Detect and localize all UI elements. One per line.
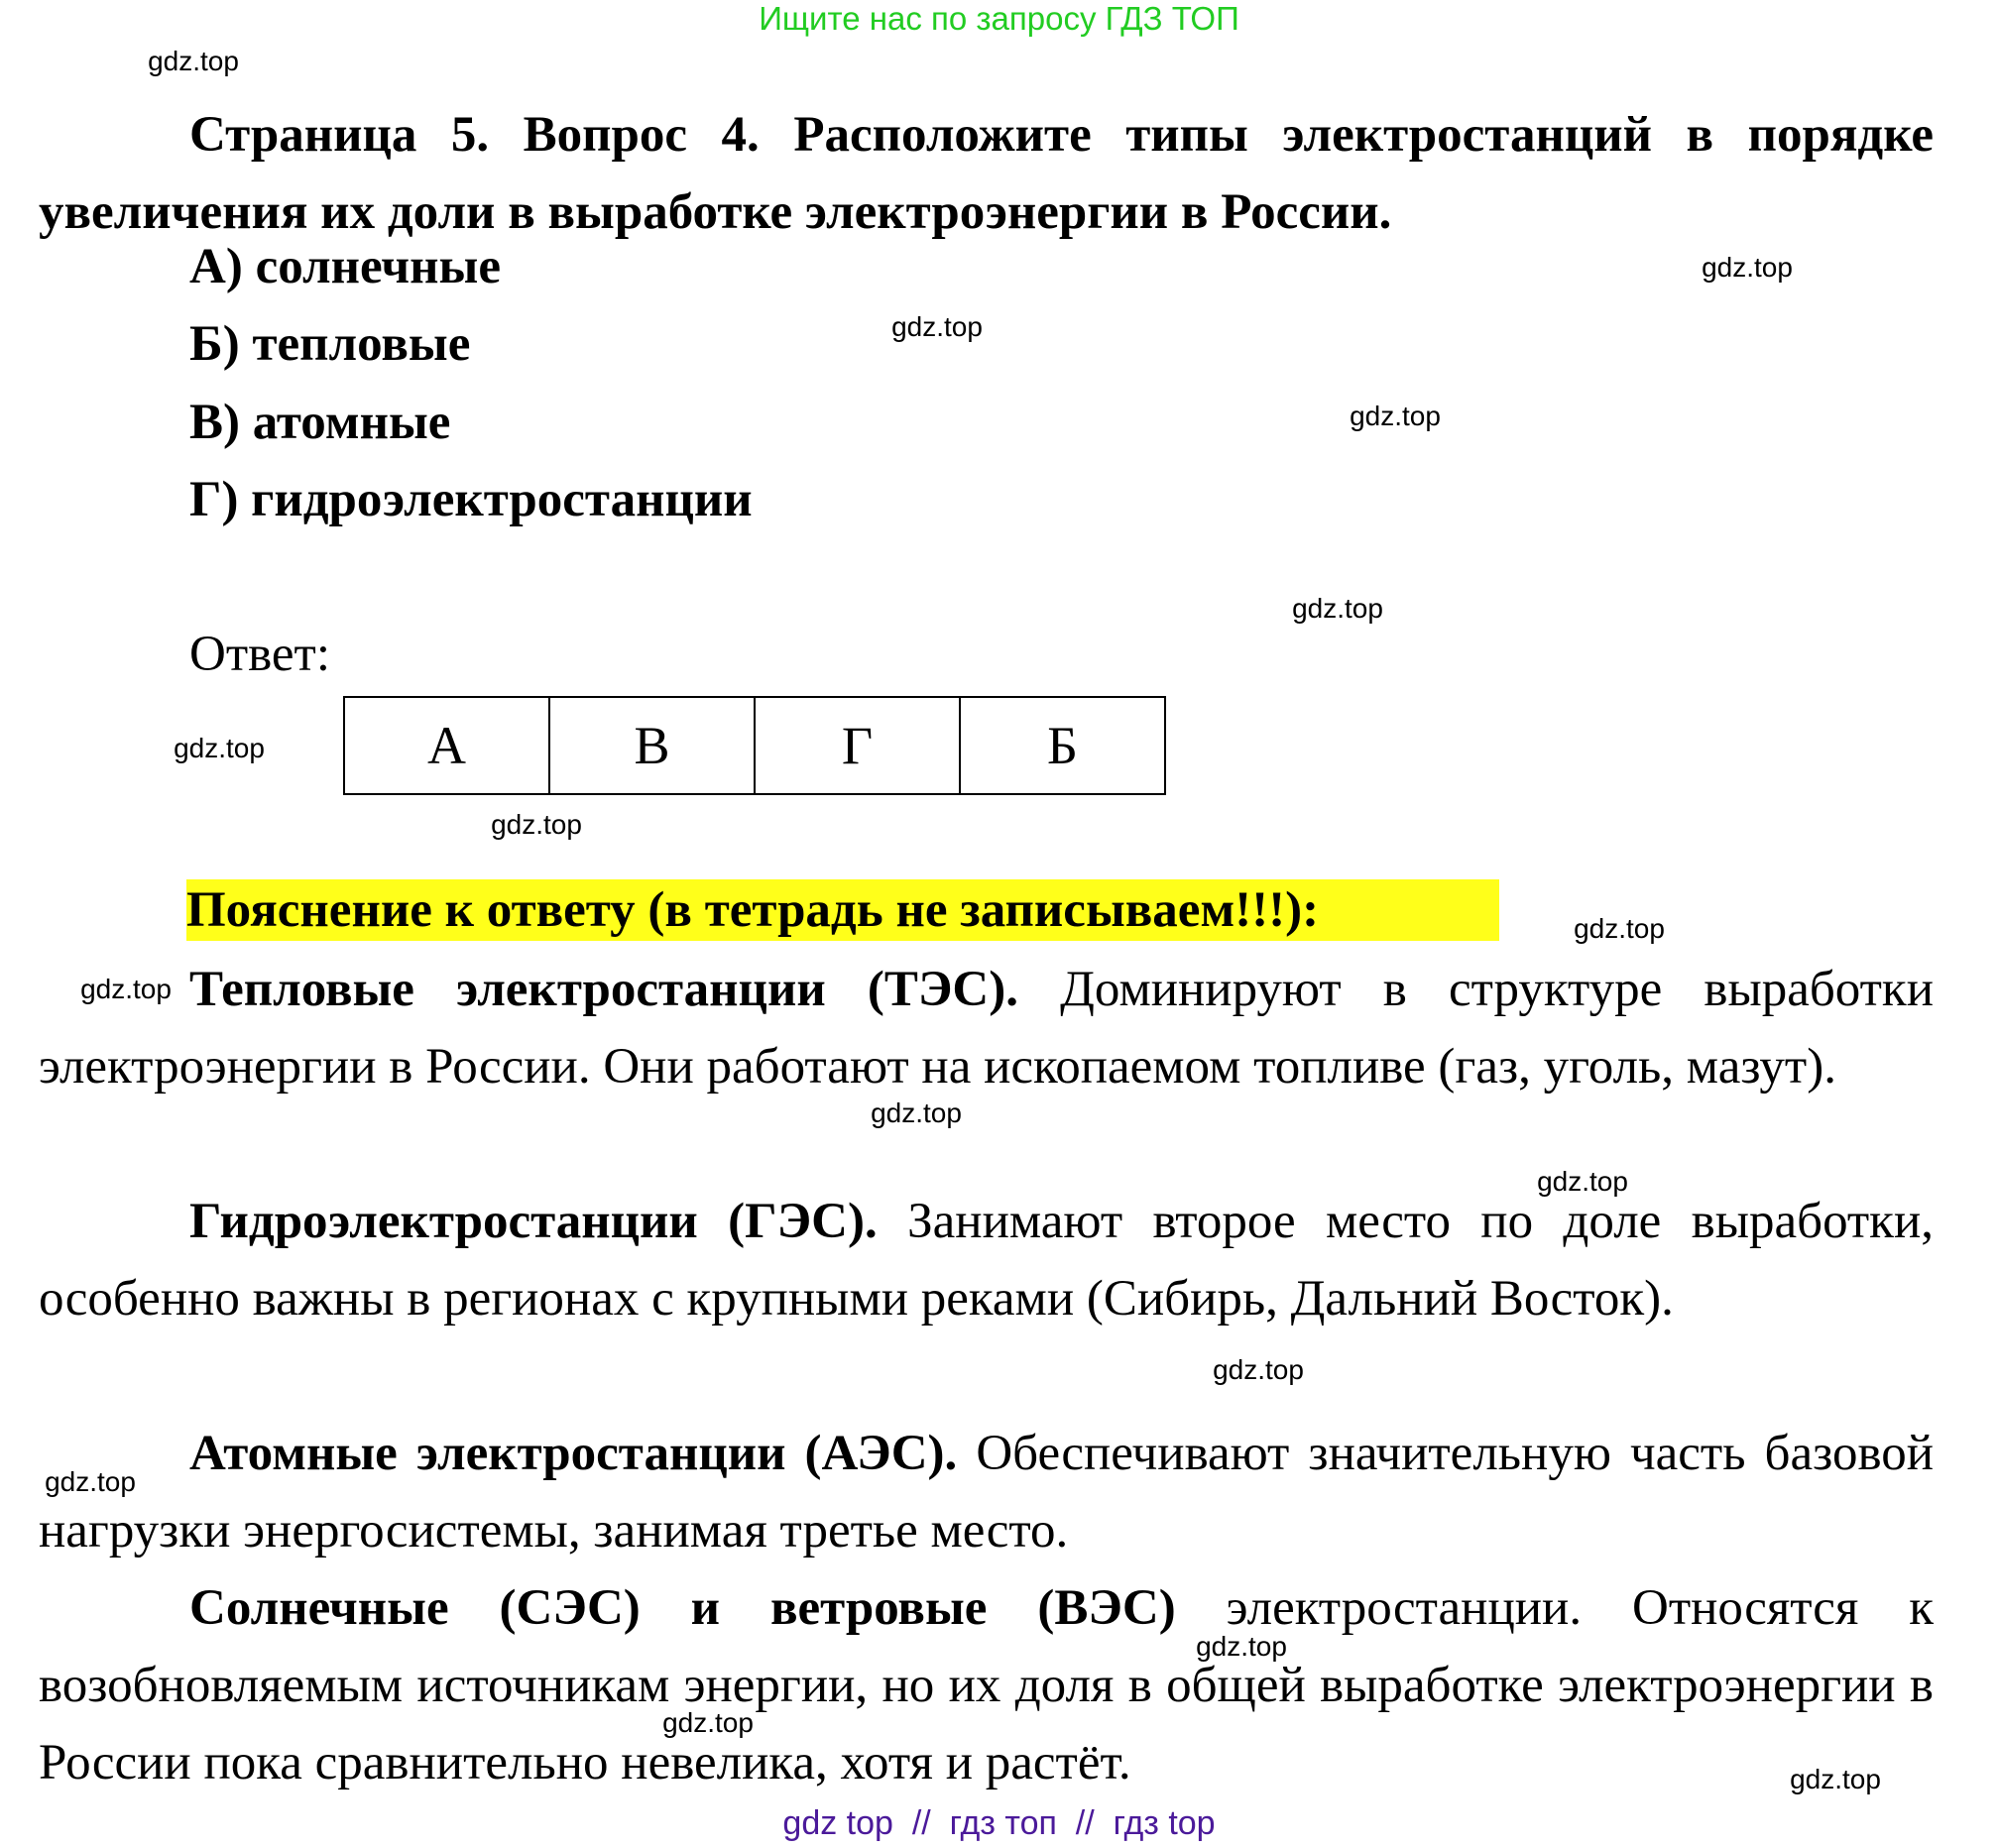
watermark: gdz.top	[1292, 593, 1383, 624]
watermark: gdz.top	[662, 1707, 754, 1738]
search-banner: Ищите нас по запросу ГДЗ ТОП	[759, 0, 1239, 37]
watermark: gdz.top	[491, 809, 582, 840]
explanation-paragraph	[39, 1183, 1934, 1337]
explanation-paragraph	[39, 1569, 1934, 1801]
watermark: gdz.top	[80, 974, 172, 1004]
paragraph-text: Занимают второе место по доле выработки, особенно важны в регионах с крупными реками (Сибирь, Дальний Восток).	[39, 1194, 1934, 1327]
watermark: gdz.top	[1574, 913, 1665, 944]
watermark: gdz.top	[148, 46, 239, 76]
watermark: gdz.top	[871, 1097, 962, 1128]
explanation-paragraph	[39, 951, 1934, 1105]
paragraph-text: электростанции. Относятся к возобновляемым источникам энергии, но их доля в общей выработке электроэнергии в России пока сравнительно невелика, хотя и растёт.	[39, 1580, 1934, 1790]
answer-label: Ответ:	[189, 627, 330, 682]
watermark: gdz.top	[174, 733, 265, 763]
option-a: А) солнечные	[189, 239, 501, 294]
watermark: gdz.top	[1537, 1166, 1628, 1197]
watermark: gdz.top	[1213, 1354, 1304, 1385]
paragraph-term: Атомные электростанции (АЭС).	[189, 1426, 958, 1481]
option-c: В) атомные	[189, 395, 451, 450]
watermark: gdz.top	[1790, 1764, 1881, 1794]
answer-cell: Г	[755, 697, 960, 794]
answer-cell: Б	[960, 697, 1165, 794]
answer-cell: А	[344, 697, 549, 794]
watermark: gdz.top	[1702, 252, 1793, 283]
watermark: gdz.top	[1196, 1631, 1287, 1662]
watermark: gdz.top	[1350, 401, 1441, 431]
question-title: Страница 5. Вопрос 4. Расположите типы электростанций в порядке увеличения их доли в выработке электроэнергии в России.	[39, 107, 1934, 240]
explanation-paragraph	[39, 1415, 1934, 1569]
paragraph-text: Обеспечивают значительную часть базовой нагрузки энергосистемы, занимая третье место.	[39, 1426, 1934, 1559]
paragraph-term: Солнечные (СЭС) и ветровые (ВЭС)	[189, 1580, 1176, 1636]
paragraph-text: Доминируют в структуре выработки электроэнергии в России. Они работают на ископаемом топливе (газ, уголь, мазут).	[39, 962, 1934, 1095]
footer-watermark: gdz top // гдз топ // гдз top	[782, 1804, 1216, 1842]
watermark: gdz.top	[891, 311, 983, 342]
watermark: gdz.top	[45, 1466, 136, 1497]
option-b: Б) тепловые	[189, 316, 471, 372]
answer-table	[343, 696, 1166, 795]
option-d: Г) гидроэлектростанции	[189, 472, 753, 527]
paragraph-term: Гидроэлектростанции (ГЭС).	[189, 1194, 878, 1249]
paragraph-term: Тепловые электростанции (ТЭС).	[189, 962, 1018, 1017]
explanation-heading: Пояснение к ответу (в тетрадь не записываем!!!):	[186, 879, 1499, 941]
answer-cell: В	[549, 697, 755, 794]
